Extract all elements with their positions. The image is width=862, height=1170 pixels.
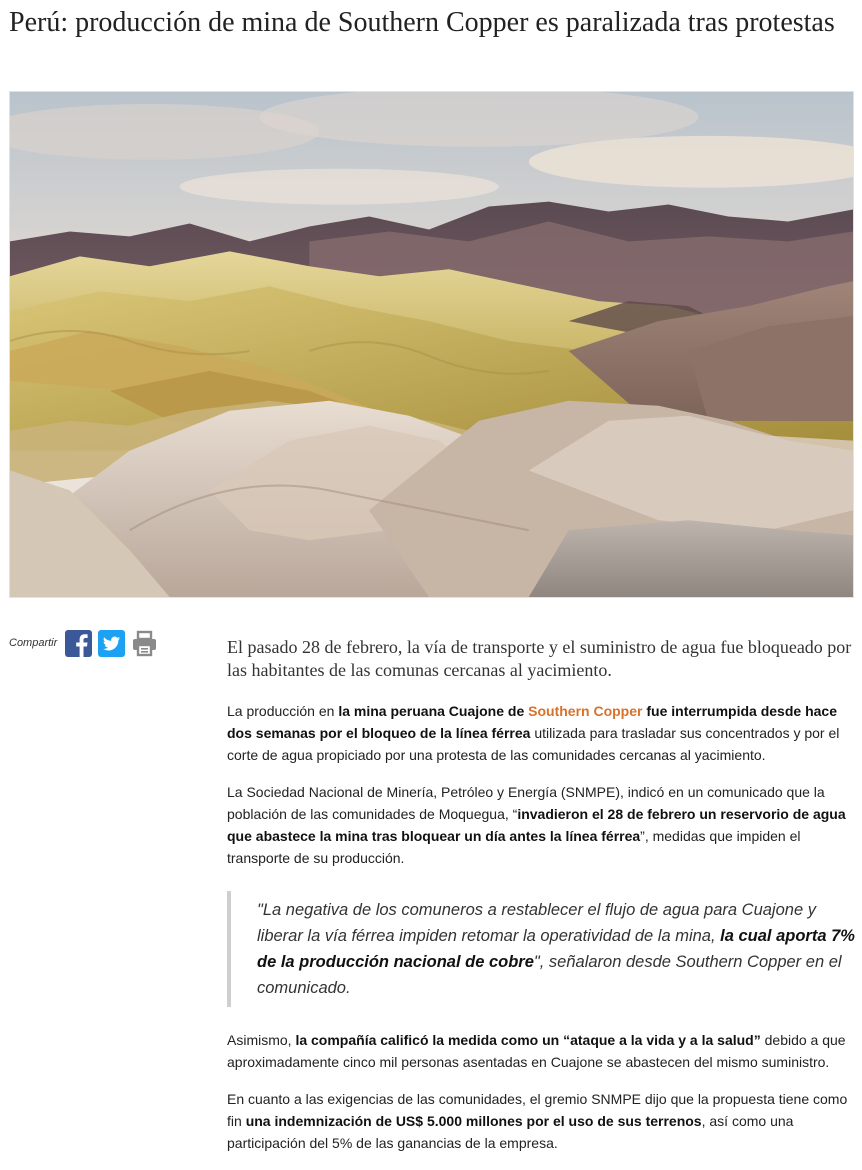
p3-bold-1: la compañía calificó la medida como un “ataque a la vida y a la salud” <box>295 1032 761 1048</box>
p2-bold-1: invadieron el 28 de febrero un reservorio de agua que abastece la mina tras bloquear un día antes la línea férrea <box>227 806 846 844</box>
p3-text-2: debido a que aproximadamente cinco mil personas asentadas en Cuajone se abastecen del mismo suministro. <box>227 1032 846 1070</box>
p3-text-1: Asimismo, <box>227 1032 296 1048</box>
desert-mountains-illustration <box>10 92 853 597</box>
p4-text-2: , así como una participación del 5% de las ganancias de la empresa. <box>227 1113 794 1151</box>
paragraph-4 <box>227 1088 855 1154</box>
southern-copper-link[interactable]: Southern Copper <box>528 703 643 719</box>
print-icon[interactable] <box>131 630 158 657</box>
share-bar <box>9 627 158 659</box>
paragraph-1 <box>227 700 855 766</box>
pull-quote <box>227 891 855 1007</box>
paragraph-3 <box>227 1029 855 1073</box>
p1-text-1: La producción en <box>227 703 339 719</box>
quote-bold-1: la cual aporta 7% de la producción nacional de cobre <box>257 927 855 971</box>
p2-text-1: La Sociedad Nacional de Minería, Petróleo y Energía (SNMPE), indicó en un comunicado que la población de las comunidades de Moquegua, “ <box>227 784 825 822</box>
p4-text-1: En cuanto a las exigencias de las comunidades, el gremio SNMPE dijo que la propuesta tiene como fin <box>227 1091 848 1129</box>
p1-bold-2: fue interrumpida desde hace dos semanas por el bloqueo de la línea férrea <box>227 703 837 741</box>
twitter-icon[interactable] <box>98 630 125 657</box>
quote-text-2: ", señalaron desde Southern Copper en el comunicado. <box>257 953 842 997</box>
article-headline: Perú: producción de mina de Southern Copper es paralizada tras protestas <box>9 7 835 38</box>
p2-text-2: ”, medidas que impiden el transporte de su producción. <box>227 828 801 866</box>
article-lead: El pasado 28 de febrero, la vía de transporte y el suministro de agua fue bloqueado por las habitantes de las comunas cercanas al yacimiento. <box>227 637 852 680</box>
p4-bold-1: una indemnización de US$ 5.000 millones por el uso de sus terrenos <box>245 1113 702 1129</box>
facebook-icon[interactable] <box>65 630 92 657</box>
article-body <box>227 636 855 1169</box>
paragraph-2 <box>227 781 855 869</box>
p1-text-2: utilizada para trasladar sus concentrados y por el corte de agua propiciado por una protesta de las comunidades cercanas al yacimiento. <box>227 725 840 763</box>
share-label: Compartir <box>9 637 58 649</box>
p1-bold-1: la mina peruana Cuajone de <box>338 703 529 719</box>
hero-image <box>9 91 854 598</box>
quote-text-1: "La negativa de los comuneros a restablecer el flujo de agua para Cuajone y liberar la vía férrea impiden retomar la operatividad de la mina, <box>257 901 816 945</box>
